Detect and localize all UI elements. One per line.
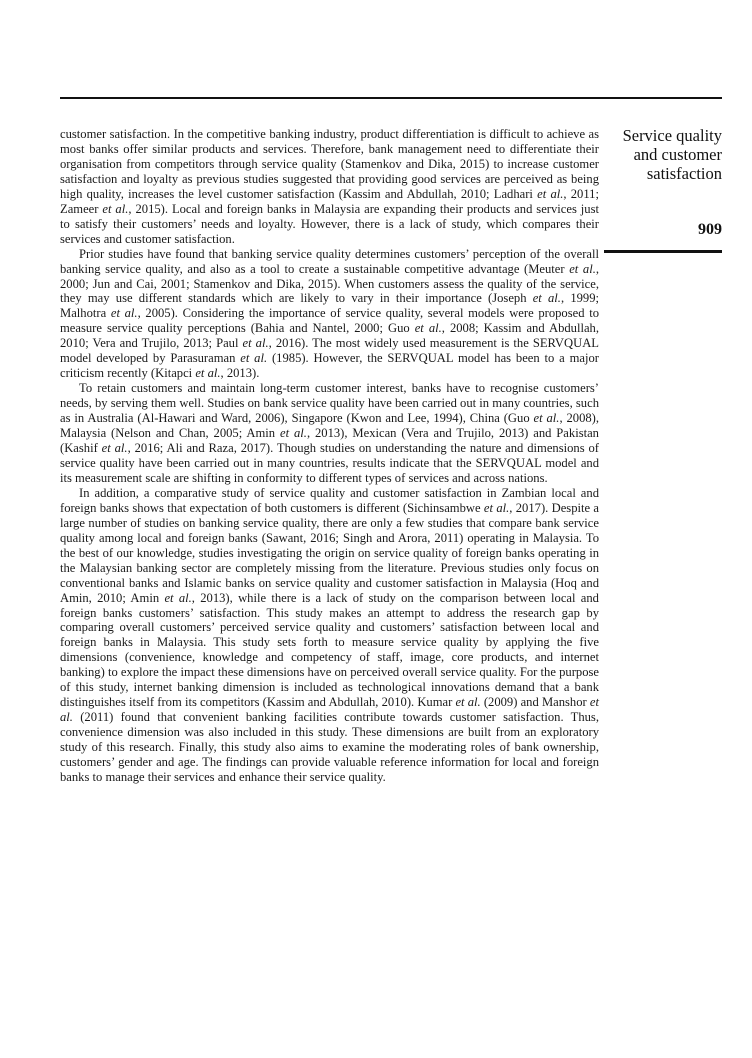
paragraph [60, 381, 599, 486]
body-text [60, 127, 599, 785]
citation-etal: et al. [195, 366, 221, 381]
text-run: , 1999; Malhotra [60, 291, 600, 321]
text-run: (2011) found that convenient banking facilities contribute towards customer satisfaction. Thus, convenience dimension was also included in this study. These dimensions are built from an exploratory study of this research. Finally, this study also aims to examine the moderating roles of bank ownership, customers’ gender and age. The findings can provide valuable reference information for local and foreign banks to manage their services and enhance their service quality. [60, 710, 599, 784]
text-run: In addition, a comparative study of service quality and customer satisfaction in Zambian local and foreign banks shows that expectation of both customers is different (Sichinsambwe [60, 485, 599, 515]
text-run: , 2000; Jun and Cai, 2001; Stamenkov and Dika, 2015). When customers assess the quality of the service, they may use different standards which are likely to vary in their importance (Joseph [60, 261, 599, 306]
text-run: , 2015). Local and foreign banks in Malaysia are expanding their products and services just to satisfy their customers’ needs and loyalty. However, there is a lack of study, which compares their services and customer satisfaction. [60, 201, 600, 246]
citation-etal: et al. [414, 321, 442, 336]
citation-etal: et al. [537, 186, 564, 201]
running-head [604, 126, 722, 239]
citation-etal: et al. [60, 695, 599, 725]
text-run: , 2017). Despite a large number of studies on banking service quality, there are only a few studies that compare bank service quality among local and foreign banks (Sawant, 2016; Singh and Arora, 2011) operating in Malaysia. To the best of our knowledge, studies investigating the origin on service quality of foreign banks operating in the Malaysian banking sector are completely missing from the literature. Previous studies only focus on conventional banks and Islamic banks on service quality and customer satisfaction in Malaysia (Hoq and Amin, 2010; Amin [60, 500, 600, 605]
citation-etal: et al. [240, 351, 268, 366]
citation-etal: et al. [102, 201, 129, 216]
text-run: , 2016; Ali and Raza, 2017). Though studies on understanding the nature and dimensions of service quality have been carried out in many countries, results indicate that the SERVQUAL model and its measurement scale are shifting in conformity to different types of services and across nations. [60, 441, 599, 485]
text-run: Prior studies have found that banking service quality determines customers’ perception of the overall banking service quality, and also as a tool to create a sustainable competitive advantage (Meuter [60, 246, 599, 276]
paragraph [60, 486, 599, 785]
page-number: 909 [698, 221, 722, 238]
text-run: , 2013), Mexican (Vera and Trujilo, 2013) and Pakistan (Kashif [60, 426, 599, 456]
citation-etal: et al. [569, 261, 596, 276]
text-run: , 2011; Zameer [60, 186, 599, 216]
citation-etal: et al. [483, 500, 510, 515]
citation-etal: et al. [280, 426, 307, 441]
text-run: , 2016). The most widely used measurement is the SERVQUAL model developed by Parasuraman [60, 336, 600, 366]
running-head-line: satisfaction [646, 164, 722, 183]
running-head-line: and customer [633, 145, 722, 164]
citation-etal: et al. [110, 306, 138, 321]
page-number-rule [604, 250, 722, 253]
citation-etal: et al. [101, 441, 128, 456]
text-run: (2009) and Manshor [480, 695, 590, 710]
running-head-title [604, 126, 722, 183]
text-run: , 2013), while there is a lack of study on the comparison between local and foreign banks customers’ satisfaction. This study makes an attempt to address the research gap by comparing overall customers’ perceived service quality and customers’ satisfaction between local and foreign banks in Malaysia. This study sets forth to measure service quality by applying the five dimensions (convenience, knowledge and competency of staff, image, core products, and internet banking) to explore the impact these dimensions have on perceived overall service quality. For the purpose of this study, internet banking dimension is included as technological innovations demand that a bank distinguishes itself from its competitors (Kassim and Abdullah, 2010). Kumar [60, 590, 599, 710]
citation-etal: et al. [533, 411, 560, 426]
text-run: , 2005). Considering the importance of service quality, several models were proposed to measure service quality perceptions (Bahia and Nantel, 2000; Guo [60, 306, 599, 336]
citation-etal: et al. [532, 291, 561, 306]
text-run: , 2008; Kassim and Abdullah, 2010; Vera and Trujilo, 2013; Paul [60, 321, 600, 351]
text-run: , 2013). [220, 366, 260, 381]
paragraph [60, 247, 599, 382]
citation-etal: et al. [164, 590, 192, 605]
header-rule [60, 97, 722, 99]
running-head-line: Service quality [622, 126, 722, 145]
citation-etal: et al. [242, 336, 269, 351]
text-run: , 2008), Malaysia (Nelson and Chan, 2005; Amin [60, 411, 599, 441]
text-run: To retain customers and maintain long-term customer interest, banks have to recognise customers’ needs, by serving them well. Studies on bank service quality have been carried out in many countries, such as in Australia (Al-Hawari and Ward, 2006), Singapore (Kwon and Lee, 1994), China (Guo [60, 381, 599, 426]
text-run: (1985). However, the SERVQUAL model has been to a major criticism recently (Kitapci [60, 351, 599, 381]
citation-etal: et al. [455, 695, 481, 710]
paragraph [60, 127, 599, 247]
text-run: customer satisfaction. In the competitive banking industry, product differentiation is difficult to achieve as most banks offer similar products and services. Therefore, bank management need to differentiate their organisation from competitors through service quality (Stamenkov and Dika, 2015) to increase customer satisfaction and loyalty as previous studies suggested that providing good services are perceived as being high quality, increases the level customer satisfaction (Kassim and Abdullah, 2010; Ladhari [60, 127, 599, 201]
